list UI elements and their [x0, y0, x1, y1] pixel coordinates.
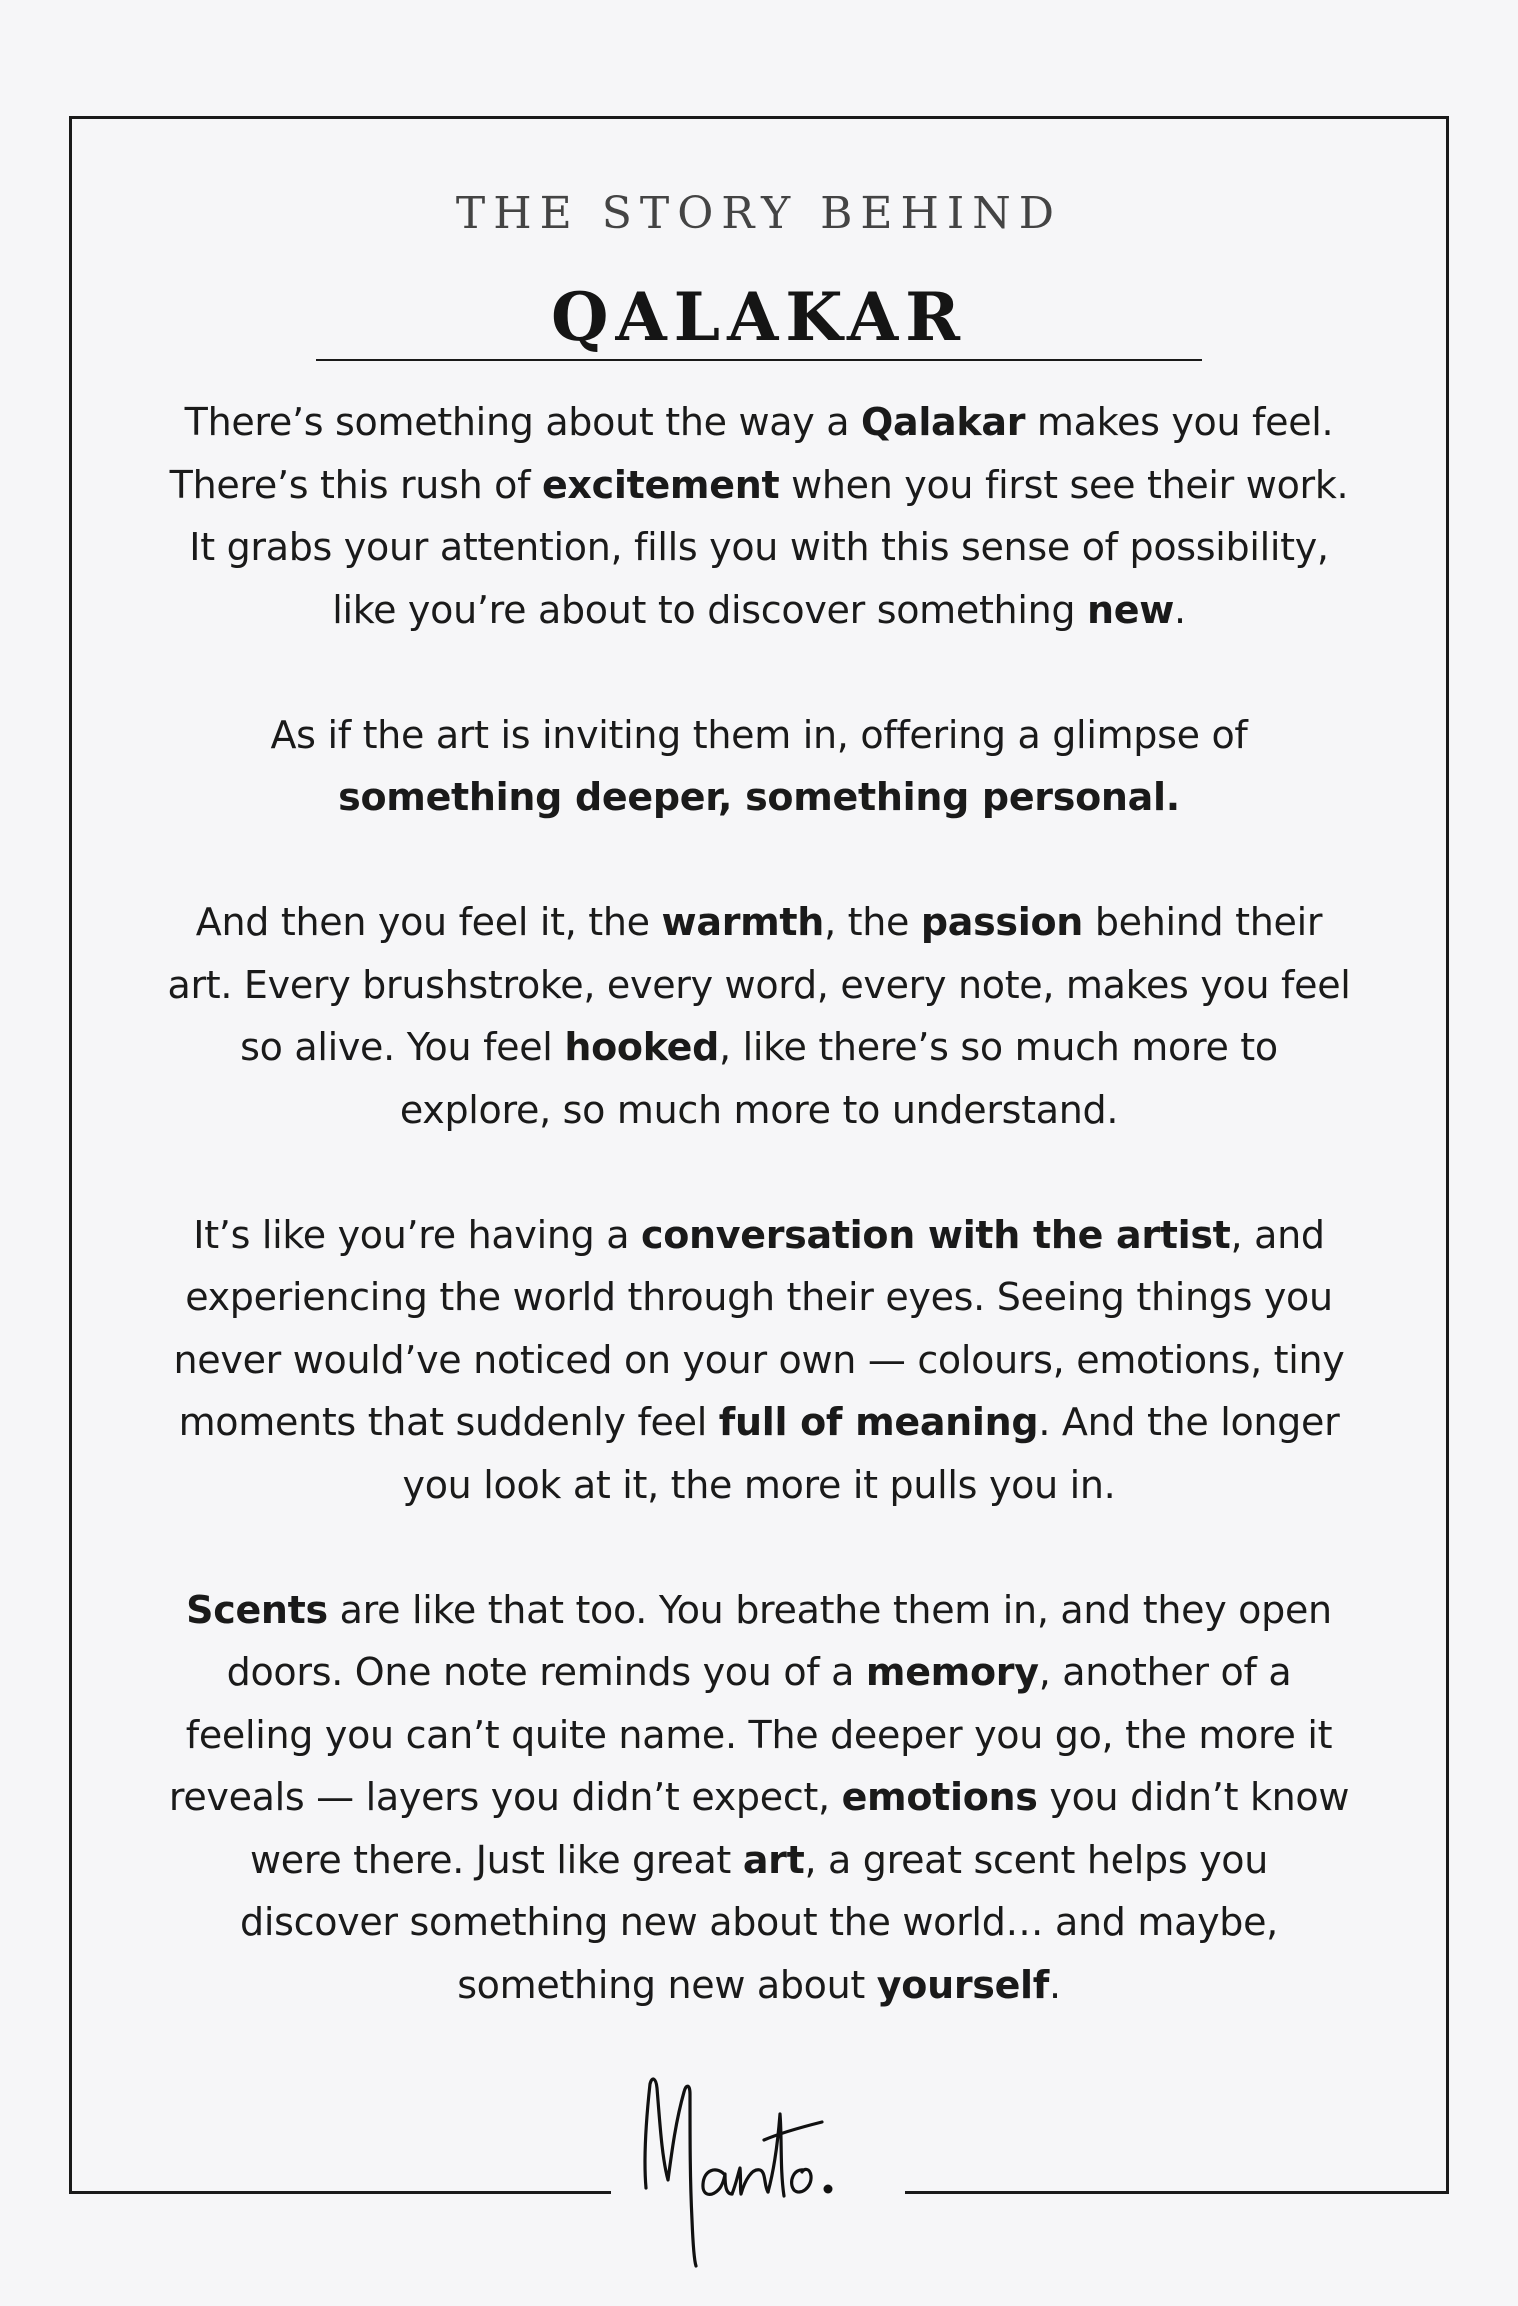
- emphasis-text: Scents: [186, 1587, 328, 1632]
- text-run: makes you feel.: [1025, 400, 1334, 444]
- story-line: [150, 1766, 1368, 1829]
- emphasis-text: full of meaning: [718, 1400, 1039, 1444]
- title-underline: [316, 359, 1202, 361]
- text-run: discover something new about the world… and maybe,: [240, 1900, 1278, 1944]
- story-line: [150, 391, 1368, 454]
- frame-bottom-right-rule: [905, 2191, 1449, 2194]
- story-line: [150, 1079, 1368, 1142]
- frame-bottom-left-rule: [69, 2191, 611, 2194]
- emphasis-text: conversation with the artist: [640, 1212, 1231, 1257]
- text-run: It’s like you’re having a: [193, 1212, 641, 1257]
- story-line: [150, 1829, 1368, 1892]
- text-run: As if the art is inviting them in, offering a glimpse of: [270, 712, 1248, 757]
- story-kicker: THE STORY BEHIND: [455, 188, 1063, 239]
- text-run: you look at it, the more it pulls you in.: [402, 1462, 1116, 1507]
- text-run: explore, so much more to understand.: [399, 1087, 1119, 1132]
- text-run: are like that too. You breathe them in, and they open: [327, 1587, 1332, 1632]
- text-run: .: [1049, 1962, 1061, 2007]
- story-line: [150, 1641, 1368, 1704]
- text-run: you didn’t know: [1037, 1775, 1350, 1819]
- text-run: There’s this rush of: [169, 462, 542, 507]
- emphasis-text: warmth: [661, 900, 825, 944]
- text-run: were there. Just like great: [249, 1837, 743, 1882]
- text-run: , the: [824, 900, 921, 944]
- emphasis-text: something deeper, something personal.: [338, 775, 1180, 819]
- text-run: , a great scent helps you: [804, 1837, 1269, 1882]
- text-run: And then you feel it, the: [195, 900, 662, 944]
- story-line: [150, 1579, 1368, 1642]
- story-line: [150, 954, 1368, 1017]
- emphasis-text: yourself: [876, 1962, 1050, 2007]
- story-line: [150, 1891, 1368, 1954]
- story-body: [150, 391, 1368, 2016]
- emphasis-text: memory: [865, 1650, 1039, 1694]
- story-line: [150, 766, 1368, 829]
- text-run: experiencing the world through their eyes. Seeing things you: [185, 1275, 1333, 1319]
- text-run: , and: [1230, 1212, 1325, 1257]
- story-line: [150, 1266, 1368, 1329]
- story-line: [150, 579, 1368, 642]
- emphasis-text: excitement: [541, 462, 780, 507]
- text-run: , another of a: [1038, 1650, 1292, 1694]
- story-paragraph: [150, 1579, 1368, 2017]
- text-run: like you’re about to discover something: [332, 587, 1087, 632]
- story-paragraph: [150, 704, 1368, 829]
- text-run: feeling you can’t quite name. The deeper you go, the more it: [185, 1712, 1333, 1757]
- story-line: [150, 1329, 1368, 1392]
- story-paragraph: [150, 891, 1368, 1141]
- text-run: There’s something about the way a: [184, 400, 861, 444]
- text-run: , like there’s so much more to: [719, 1025, 1278, 1069]
- text-run: It grabs your attention, fills you with this sense of possibility,: [189, 525, 1329, 569]
- text-run: something new about: [457, 1962, 877, 2007]
- story-line: [150, 1954, 1368, 2017]
- story-paragraph: [150, 391, 1368, 641]
- emphasis-text: emotions: [841, 1775, 1038, 1819]
- text-run: . And the longer: [1038, 1400, 1340, 1444]
- text-run: behind their: [1083, 900, 1323, 944]
- story-paragraph: [150, 1204, 1368, 1517]
- emphasis-text: Qalakar: [860, 400, 1026, 444]
- story-line: [150, 891, 1368, 954]
- story-line: [150, 1704, 1368, 1767]
- text-run: doors. One note reminds you of a: [226, 1650, 866, 1694]
- story-line: [150, 1204, 1368, 1267]
- emphasis-text: passion: [920, 900, 1084, 944]
- story-line: [150, 1016, 1368, 1079]
- story-line: [150, 704, 1368, 767]
- story-line: [150, 454, 1368, 517]
- story-line: [150, 516, 1368, 579]
- text-run: moments that suddenly feel: [178, 1400, 719, 1444]
- text-run: when you first see their work.: [779, 462, 1349, 507]
- emphasis-text: art: [742, 1837, 805, 1882]
- text-run: never would’ve noticed on your own — colours, emotions, tiny: [173, 1337, 1345, 1382]
- story-line: [150, 1454, 1368, 1517]
- text-run: so alive. You feel: [240, 1025, 565, 1069]
- emphasis-text: new: [1086, 587, 1175, 632]
- story-title: QALAKAR: [550, 278, 968, 356]
- text-run: reveals — layers you didn’t expect,: [168, 1775, 842, 1819]
- emphasis-text: hooked: [564, 1025, 720, 1069]
- signature-manto: [628, 2070, 890, 2270]
- text-run: art. Every brushstroke, every word, every note, makes you feel: [167, 962, 1351, 1007]
- text-run: .: [1174, 587, 1186, 632]
- story-line: [150, 1391, 1368, 1454]
